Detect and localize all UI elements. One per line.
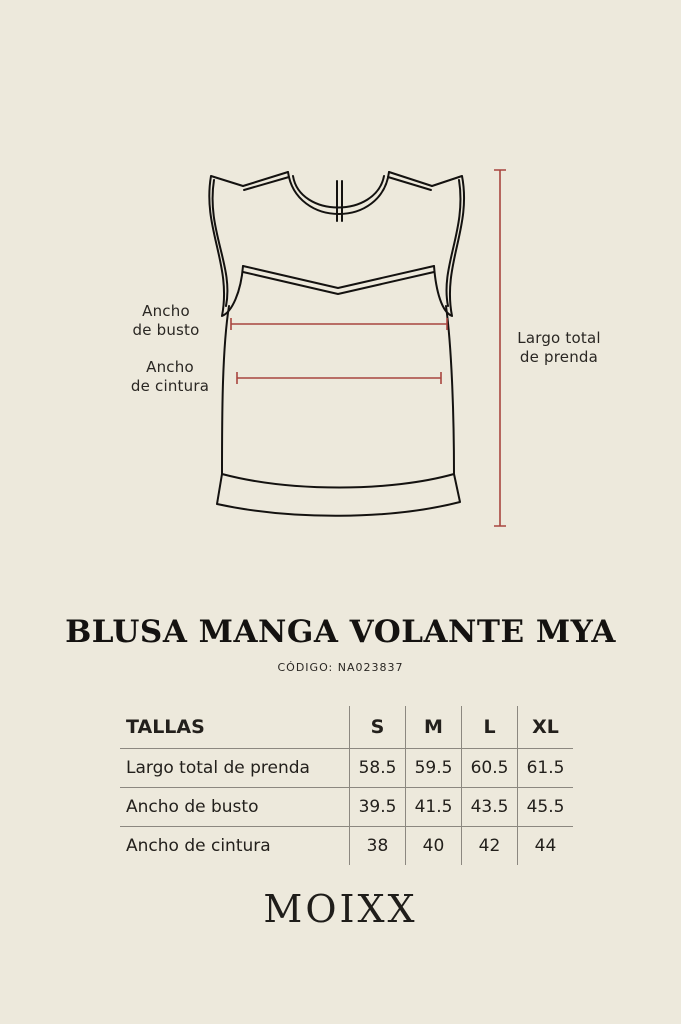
size-header: XL bbox=[518, 706, 574, 749]
table-cell: 43.5 bbox=[462, 788, 518, 827]
total-length-label: Largo total de prenda bbox=[517, 329, 601, 366]
table-row bbox=[120, 827, 573, 866]
body-right-side bbox=[446, 306, 454, 474]
left-sleeve-ruffle bbox=[209, 176, 243, 316]
size-header: S bbox=[350, 706, 406, 749]
table-cell: 59.5 bbox=[406, 749, 462, 788]
size-table bbox=[120, 706, 573, 865]
table-cell: 45.5 bbox=[518, 788, 574, 827]
table-row bbox=[120, 788, 573, 827]
row-label: Ancho de busto bbox=[120, 788, 350, 827]
table-row bbox=[120, 749, 573, 788]
waist-width-label: Ancho de cintura bbox=[130, 358, 210, 395]
bust-width-label: Ancho de busto bbox=[132, 302, 200, 339]
row-label: Ancho de cintura bbox=[120, 827, 350, 866]
table-cell: 41.5 bbox=[406, 788, 462, 827]
brand-logo: MOIXX bbox=[263, 887, 418, 931]
product-code: CÓDIGO: NA023837 bbox=[277, 661, 404, 674]
product-title: BLUSA MANGA VOLANTE MYA bbox=[65, 614, 616, 650]
yoke-seam bbox=[243, 266, 434, 288]
size-header: L bbox=[462, 706, 518, 749]
table-cell: 58.5 bbox=[350, 749, 406, 788]
table-cell: 39.5 bbox=[350, 788, 406, 827]
table-cell: 38 bbox=[350, 827, 406, 866]
size-header: M bbox=[406, 706, 462, 749]
table-cell: 60.5 bbox=[462, 749, 518, 788]
table-cell: 40 bbox=[406, 827, 462, 866]
sizes-header-label: TALLAS bbox=[126, 716, 205, 738]
right-sleeve-ruffle bbox=[432, 176, 464, 316]
table-cell: 44 bbox=[518, 827, 574, 866]
hem-band bbox=[217, 474, 460, 516]
table-cell: 61.5 bbox=[518, 749, 574, 788]
row-label: Largo total de prenda bbox=[120, 749, 350, 788]
body-left-side bbox=[222, 306, 229, 474]
table-cell: 42 bbox=[462, 827, 518, 866]
size-table-header bbox=[120, 706, 573, 749]
